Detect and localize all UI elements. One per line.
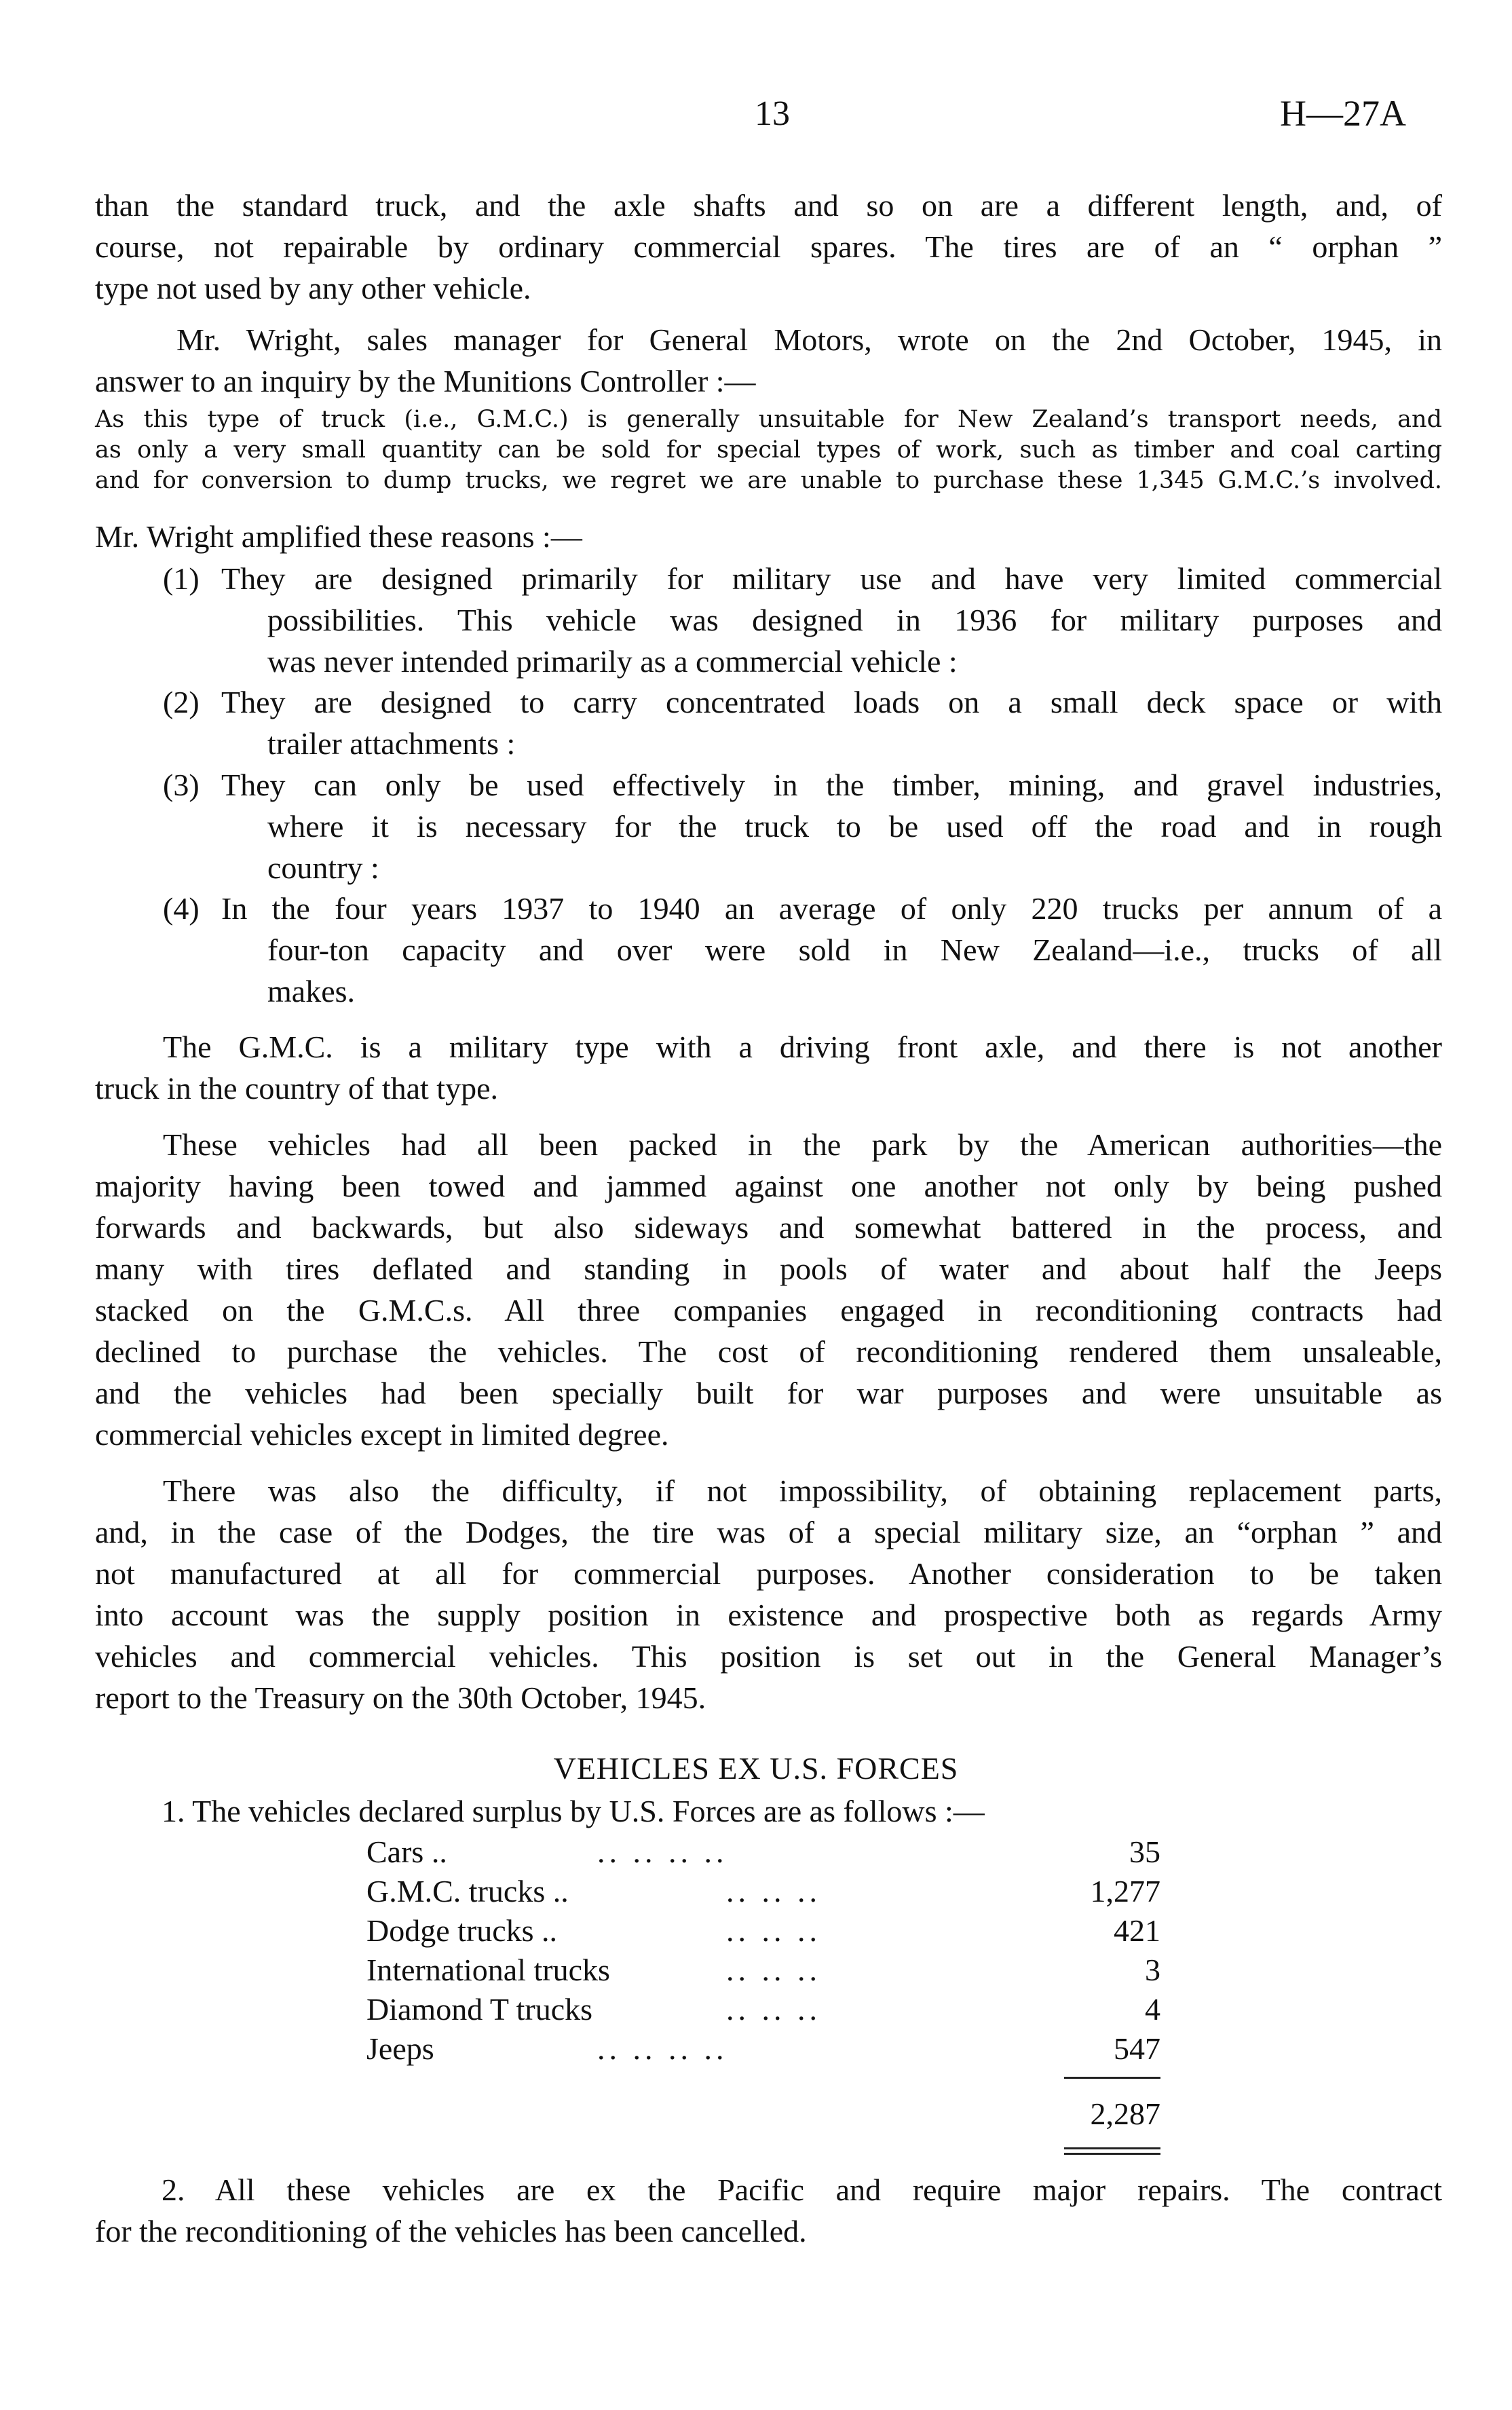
text-line: where it is necessary for the truck to be used off the road and in rough [267,809,1442,844]
paragraph-continuation [95,185,1442,309]
reason-item-2 [163,681,1442,767]
reason-number: (3) [163,768,200,802]
vehicle-label: G.M.C. trucks .. [366,1874,569,1908]
text-line: 2. All these vehicles are ex the Pacific and require major repairs. The contract [162,2172,1442,2207]
vehicle-count: 547 [1114,2031,1160,2066]
paragraph-vehicle-condition [95,1124,1442,1455]
reason-item-1 [163,558,1442,687]
reason-number: (1) [163,561,200,596]
vehicle-label: Dodge trucks .. [366,1913,558,1948]
paragraph-replacement-parts [95,1470,1442,1718]
double-rule-top [1064,2147,1160,2149]
vehicle-count: 421 [1114,1913,1160,1948]
total-rule [1064,2077,1160,2079]
table-row [366,1951,1160,1990]
vehicle-count: 4 [1145,1992,1160,2027]
quote-line: As this type of truck (i.e., G.M.C.) is generally unsuitable for New Zealand’s transport needs, and [95,406,1442,433]
table-row [366,1911,1160,1951]
text-line: trailer attachments : [267,726,516,761]
vehicle-label: Diamond T trucks [366,1992,593,2027]
text-line: stacked on the G.M.C.s. All three companies engaged in reconditioning contracts had [95,1293,1442,1328]
reason-item-4 [163,888,1442,1017]
paragraph-gmc-type [95,1026,1442,1109]
vehicle-label: International trucks [366,1953,610,1987]
reason-text [221,558,1442,682]
reason-item-3 [163,764,1442,893]
double-rule-bottom [1064,2153,1160,2155]
reason-number: (4) [163,891,200,926]
quote-line: and for conversion to dump trucks, we regret we are unable to purchase these 1,345 G.M.C.’s involved. [95,467,1442,494]
text-line: makes. [267,974,356,1009]
section-intro: 1. The vehicles declared surplus by U.S. Forces are as follows :— [162,1794,985,1828]
table-row [366,2029,1160,2069]
text-line: not manufactured at all for commercial purposes. Another consideration to be taken [95,1556,1442,1591]
text-line: possibilities. This vehicle was designed in 1936 for military purposes and [267,603,1442,637]
leader-dots: .. .. .. [726,1913,821,1948]
page-number: 13 [755,94,790,133]
table-row [366,1872,1160,1911]
table-row [366,1990,1160,2029]
vehicle-count: 35 [1129,1834,1160,1869]
text-line: course, not repairable by ordinary commercial spares. The tires are of an “ orphan ” [95,229,1442,264]
paragraph-contract-cancelled [95,2169,1442,2252]
reason-text [221,681,1442,764]
leader-dots: .. .. .. [726,1874,821,1908]
table-row [366,1832,1160,1872]
text-line: truck in the country of that type. [95,1071,499,1106]
text-line: The G.M.C. is a military type with a driving front axle, and there is not another [163,1030,1442,1064]
text-line: than the standard truck, and the axle shafts and so on are a different length, and, of [95,188,1442,223]
vehicle-count: 3 [1145,1953,1160,1987]
reason-text [221,764,1442,888]
reason-text [221,888,1442,1012]
text-line: was never intended primarily as a commercial vehicle : [267,644,958,679]
text-line: many with tires deflated and standing in pools of water and about half the Jeeps [95,1251,1442,1286]
quote-line: as only a very small quantity can be sold for special types of work, such as timber and coal carting [95,436,1442,464]
text-line: commercial vehicles except in limited degree. [95,1417,669,1452]
text-line: They are designed primarily for military use and have very limited commercial [221,561,1442,596]
text-line: and the vehicles had been specially built for war purposes and were unsuitable as [95,1376,1442,1410]
text-line: declined to purchase the vehicles. The cost of reconditioning rendered them unsaleable, [95,1334,1442,1369]
table-total-row [366,2094,1160,2134]
vehicle-total: 2,287 [1090,2096,1160,2131]
quoted-letter [95,404,1442,496]
text-line: for the reconditioning of the vehicles has been cancelled. [95,2214,807,2248]
text-line: country : [267,850,379,885]
section-heading: VEHICLES EX U.S. FORCES [553,1751,959,1786]
vehicle-label: Jeeps [366,2031,434,2066]
text-line: In the four years 1937 to 1940 an average of only 220 trucks per annum of a [221,891,1442,926]
text-line: They are designed to carry concentrated loads on a small deck space or with [221,685,1442,719]
text-line: four-ton capacity and over were sold in New Zealand—i.e., trucks of all [267,933,1442,967]
reason-number: (2) [163,685,200,719]
text-line: There was also the difficulty, if not impossibility, of obtaining replacement parts, [163,1473,1442,1508]
document-code: H—27A [1280,93,1406,134]
text-line: They can only be used effectively in the timber, mining, and gravel industries, [221,768,1442,802]
text-line: into account was the supply position in existence and prospective both as regards Army [95,1598,1442,1632]
leader-dots: .. .. .. [726,1992,821,2027]
text-line: and, in the case of the Dodges, the tire was of a special military size, an “orphan ” and [95,1515,1442,1549]
paragraph-wright-letter [95,319,1442,402]
leader-dots: .. .. .. [726,1953,821,1987]
vehicle-label: Cars .. [366,1834,447,1869]
text-line: These vehicles had all been packed in the park by the American authorities—the [163,1127,1442,1162]
paragraph-reasons-intro: Mr. Wright amplified these reasons :— [95,519,582,554]
leader-dots: .. .. .. .. [597,2031,728,2066]
text-line: forwards and backwards, but also sideways and somewhat battered in the process, and [95,1210,1442,1245]
text-line: type not used by any other vehicle. [95,271,531,305]
text-line: majority having been towed and jammed against one another not only by being pushed [95,1169,1442,1203]
text-line: Mr. Wright, sales manager for General Motors, wrote on the 2nd October, 1945, in [176,322,1442,357]
text-line: report to the Treasury on the 30th October, 1945. [95,1680,706,1715]
text-line: vehicles and commercial vehicles. This position is set out in the General Manager’s [95,1639,1442,1674]
vehicle-count: 1,277 [1090,1874,1160,1908]
text-line: answer to an inquiry by the Munitions Controller :— [95,364,756,398]
leader-dots: .. .. .. .. [597,1834,728,1869]
